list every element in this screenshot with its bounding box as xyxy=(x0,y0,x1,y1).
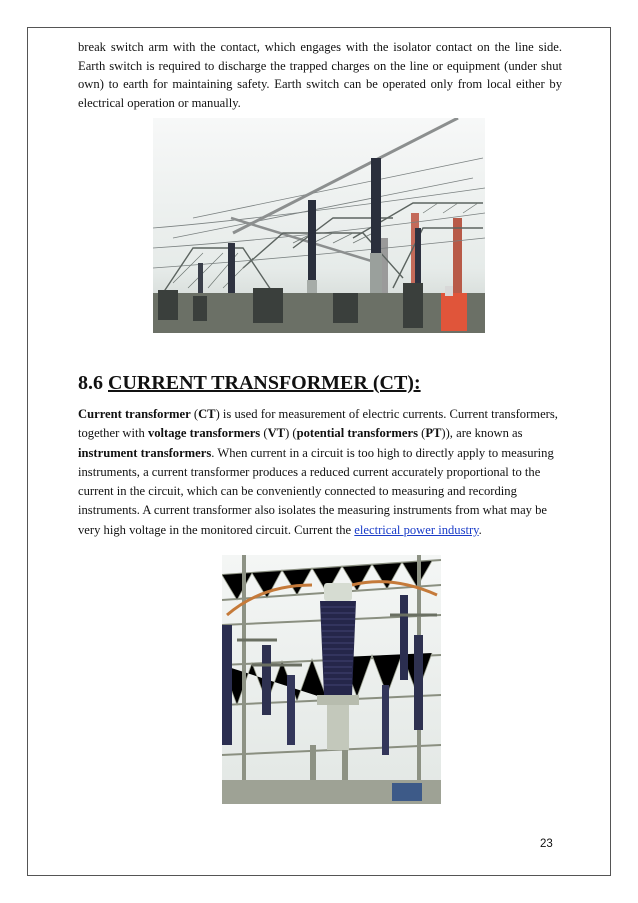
current-transformer-photo xyxy=(222,555,441,804)
isolator-paragraph: break switch arm with the contact, which engages with the isolator contact on the line side. Earth switch is required to discharge the trapped charges on the line or equipment (under shut own) to earth for maintaining safety. Earth switch can be operated only from local either by electrical operation or manually. xyxy=(78,40,562,110)
text-run: ) ( xyxy=(285,426,297,441)
electrical-power-industry-link[interactable]: electrical power industry xyxy=(354,522,479,537)
text-run: . When current in a circuit is too high to directly apply to measuring instruments, a current transformer produces a reduced current accurately proportional to the current in the circuit, which can be conveniently connected to measuring and recording instruments. A current transformer also isolates the measuring instruments from what may be very high voltage in the monitored circuit. Current the xyxy=(78,445,554,537)
text-run: . xyxy=(478,522,482,537)
section-heading xyxy=(78,372,421,395)
term-voltage-transformers: voltage transformers xyxy=(147,426,261,441)
page-number: 23 xyxy=(540,838,553,850)
term-pt: PT xyxy=(425,426,442,441)
section-title: CURRENT TRANSFORMER (CT): xyxy=(108,372,421,394)
term-vt: VT xyxy=(267,426,286,441)
text-run: ( xyxy=(417,426,426,441)
text-run: ) is used for measurement of electric currents. Current transformers, together with xyxy=(78,407,558,441)
section-number: 8.6 xyxy=(78,372,103,394)
text-run: ( xyxy=(260,426,268,441)
term-instrument-transformers: instrument transformers xyxy=(78,445,212,460)
term-potential-transformers: potential transformers xyxy=(296,426,418,441)
isolator-photo xyxy=(153,118,485,333)
term-current-transformer: Current transformer xyxy=(78,407,191,421)
term-ct: CT xyxy=(198,407,216,421)
text-run: )), are known as xyxy=(441,426,523,441)
ct-paragraph xyxy=(78,405,562,540)
text-run: ( xyxy=(190,407,199,421)
